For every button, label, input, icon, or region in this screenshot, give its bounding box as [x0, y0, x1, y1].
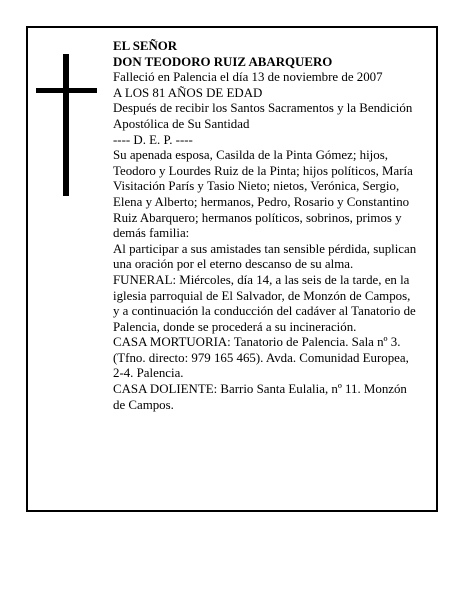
request-paragraph: Al participar a sus amistades tan sensible pérdida, suplican una oración por el eterno descanso de su alma. [113, 241, 417, 272]
dep-line: ---- D. E. P. ---- [113, 132, 193, 147]
deceased-name: DON TEODORO RUIZ ABARQUERO [113, 54, 333, 69]
title: EL SEÑOR [113, 39, 178, 53]
casa-doliente-paragraph: CASA DOLIENTE: Barrio Santa Eulalia, nº 11. Monzón de Campos. [113, 382, 407, 412]
funeral-paragraph: FUNERAL: Miércoles, día 14, a las seis de la tarde, en la iglesia parroquial de El Salvador, de Monzón de Campos, y a continuación la conducción del cadáver al Tanatorio de Palencia, donde se procederá a su incineración. [113, 272, 416, 334]
cross-icon [63, 54, 69, 196]
death-line: Falleció en Palencia el día 13 de noviembre de 2007 [113, 70, 383, 85]
obituary-text [113, 39, 418, 413]
casa-mortuoria-paragraph: CASA MORTUORIA: Tanatorio de Palencia. Sala nº 3. (Tfno. directo: 979 165 465). Avda. Comunidad Europea, 2-4. Palencia. [113, 335, 409, 381]
sacraments-line: Después de recibir los Santos Sacramentos y la Bendición Apostólica de Su Santidad [113, 101, 413, 131]
cross-icon-bar [36, 88, 97, 93]
age-line: A LOS 81 AÑOS DE EDAD [113, 85, 263, 100]
family-paragraph: Su apenada esposa, Casilda de la Pinta Gómez; hijos, Teodoro y Lourdes Ruiz de la Pinta; hijos políticos, María Visitación París y Tasio Nieto; nietos, Verónica, Sergio, Elena y Alberto; hermanos, Pedro, Rosario y Constantino Ruiz Abarquero; hermanos políticos, sobrinos, primos y demás familia: [113, 148, 413, 241]
